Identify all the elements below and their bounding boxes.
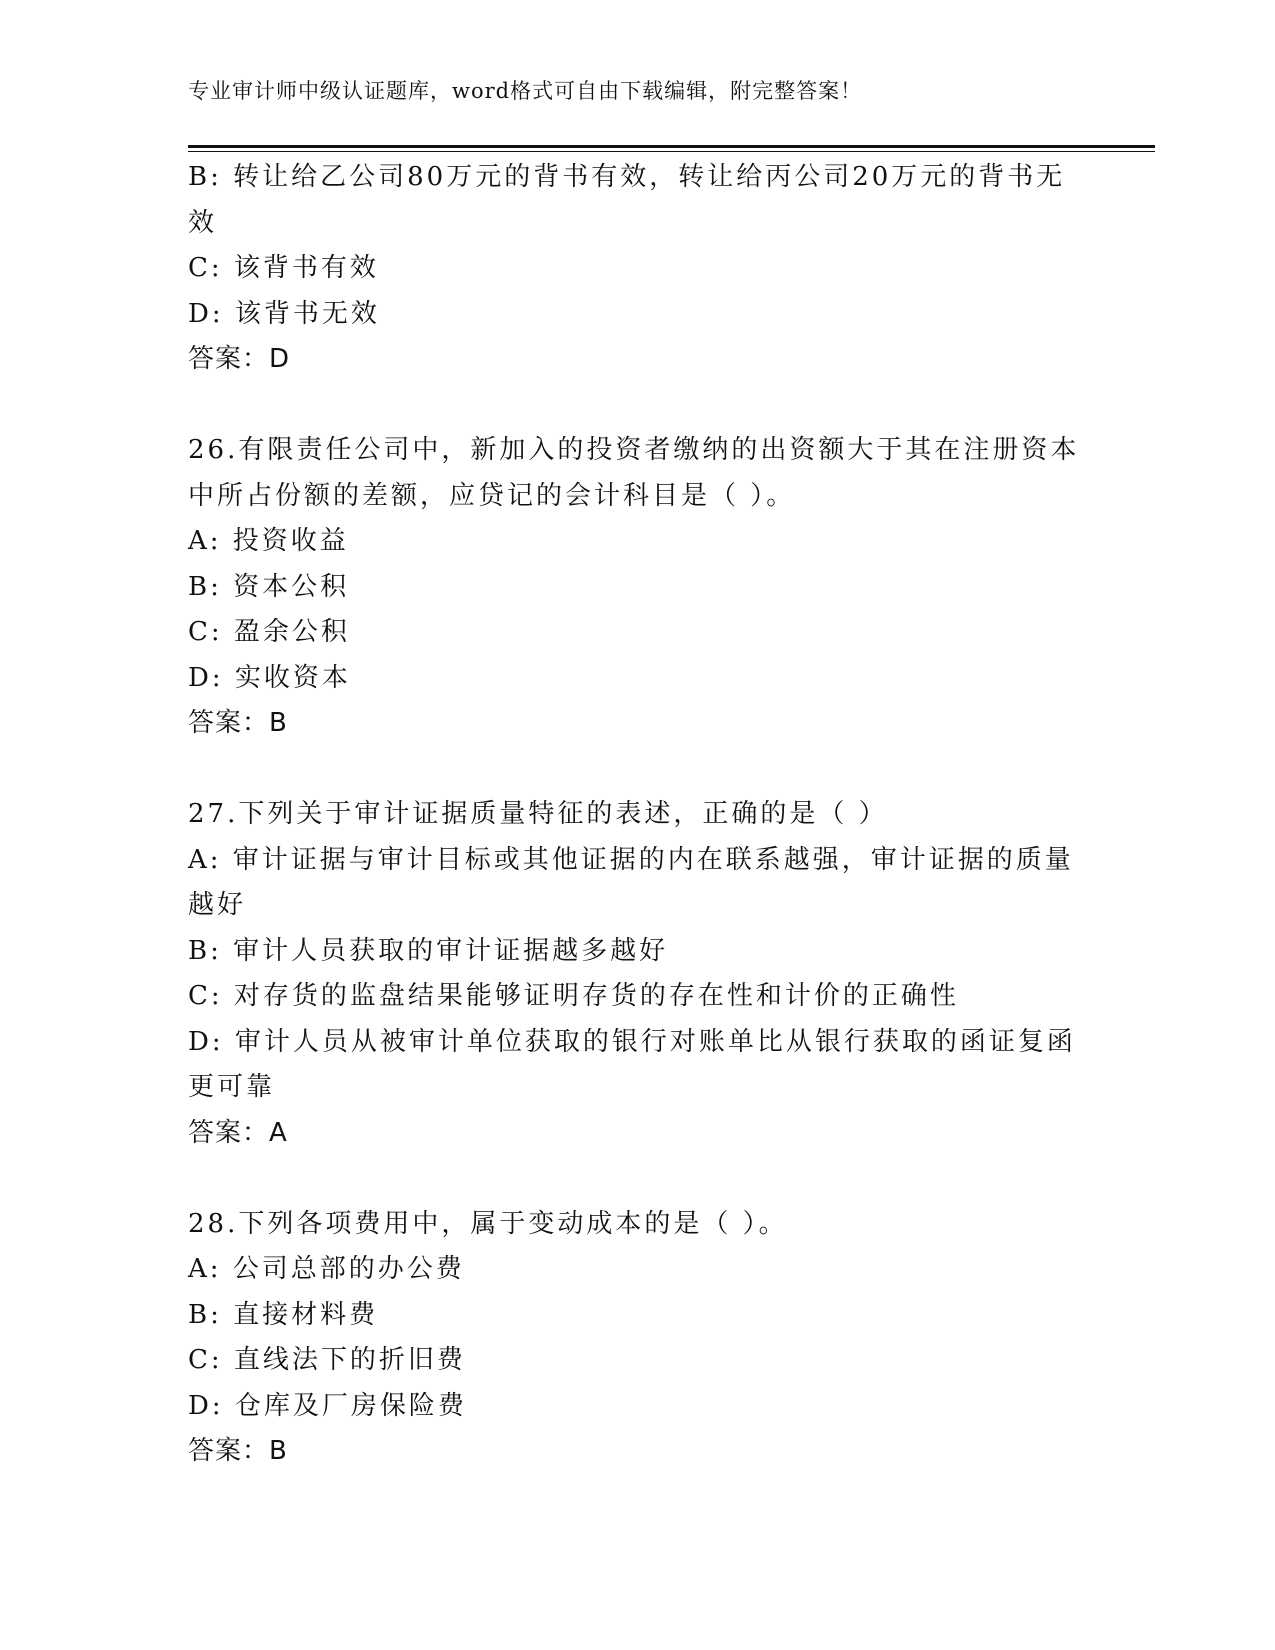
spacer <box>188 1156 1088 1202</box>
question-stem: 26.有限责任公司中，新加入的投资者缴纳的出资额大于其在注册资本 <box>188 435 1080 465</box>
question-block <box>188 792 1088 1156</box>
option-line: C: 该背书有效 <box>188 253 379 283</box>
answer-line: 答案：B <box>188 708 288 738</box>
question-stem: 中所占份额的差额，应贷记的会计科目是（ ）。 <box>188 480 796 511</box>
answer-line: 答案：B <box>188 1436 288 1466</box>
question-block <box>188 155 1088 383</box>
option-line: B: 转让给乙公司80万元的背书有效，转让给丙公司20万元的背书无 <box>188 162 1066 192</box>
option-line: D: 审计人员从被审计单位获取的银行对账单比从银行获取的函证复函 <box>188 1026 1076 1057</box>
spacer <box>188 747 1088 793</box>
option-line: A: 投资收益 <box>188 526 349 556</box>
option-line: 更可靠 <box>188 1072 276 1102</box>
option-line: D: 该背书无效 <box>188 298 380 329</box>
question-content <box>188 155 1088 1475</box>
header-rule-thick <box>188 145 1155 148</box>
option-line: C: 盈余公积 <box>188 617 350 647</box>
option-line: D: 实收资本 <box>188 662 351 693</box>
answer-line: 答案：A <box>188 1117 288 1148</box>
option-line: 效 <box>188 207 218 238</box>
option-line: B: 资本公积 <box>188 571 350 602</box>
option-line: A: 审计证据与审计目标或其他证据的内在联系越强，审计证据的质量 <box>188 844 1074 875</box>
header-rule-thin <box>188 151 1155 152</box>
option-line: 越好 <box>188 890 247 920</box>
option-line: B: 审计人员获取的审计证据越多越好 <box>188 935 669 966</box>
question-block <box>188 428 1088 747</box>
option-line: C: 对存货的监盘结果能够证明存货的存在性和计价的正确性 <box>188 981 959 1011</box>
page-header: 专业审计师中级认证题库，word格式可自由下载编辑，附完整答案！ <box>188 79 863 103</box>
option-line: A: 公司总部的办公费 <box>188 1254 465 1284</box>
question-stem: 27.下列关于审计证据质量特征的表述，正确的是（ ） <box>188 799 888 829</box>
option-line: C: 直线法下的折旧费 <box>188 1345 466 1375</box>
question-stem: 28.下列各项费用中，属于变动成本的是（ ）。 <box>188 1208 788 1239</box>
spacer <box>188 383 1088 429</box>
option-line: B: 直接材料费 <box>188 1299 379 1330</box>
question-block <box>188 1202 1088 1475</box>
answer-line: 答案：D <box>188 344 291 374</box>
option-line: D: 仓库及厂房保险费 <box>188 1390 467 1421</box>
